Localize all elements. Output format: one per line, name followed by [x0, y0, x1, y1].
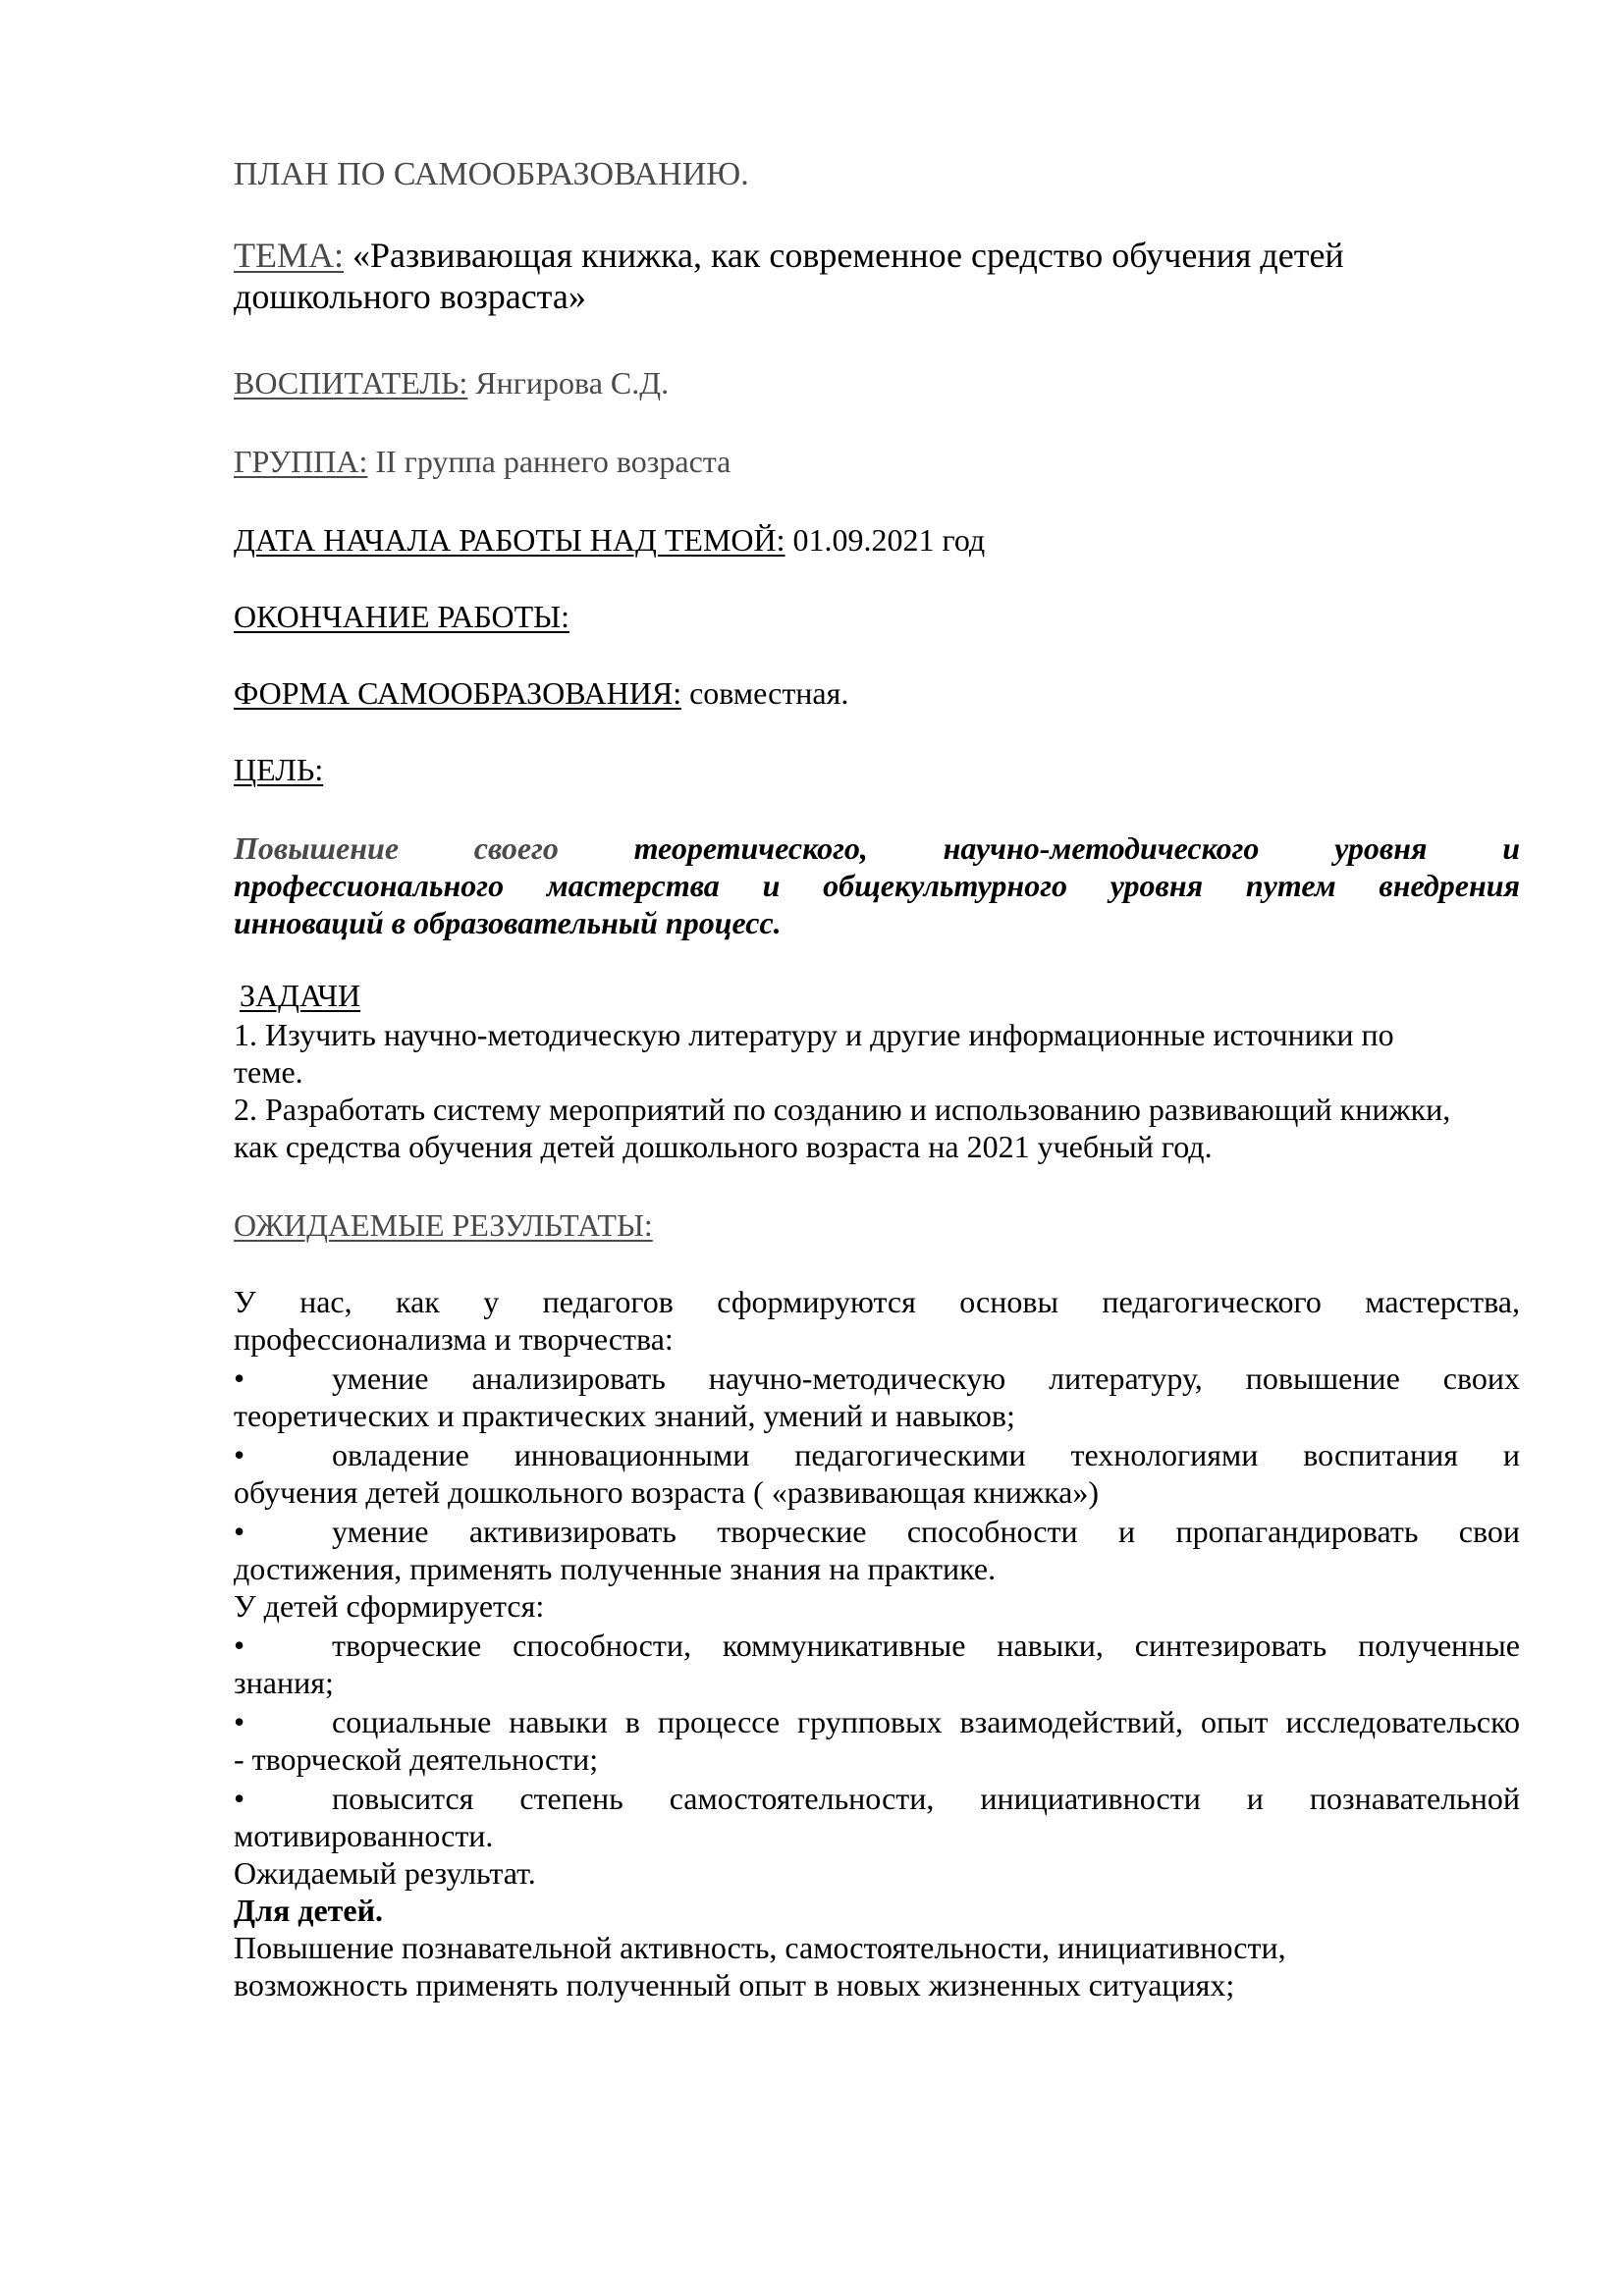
goal-label: ЦЕЛЬ: [234, 752, 324, 787]
bullet-text: умение анализировать научно-методическую литературу, повышение своих [332, 1361, 1520, 1396]
bullet-text: социальные навыки в процессе групповых взаимодействий, опыт исследовательско [332, 1704, 1520, 1739]
children-bullet-1-cont: знания; [234, 1665, 334, 1700]
bullet-icon: • [234, 1361, 245, 1396]
group-line [234, 442, 731, 481]
end-label: ОКОНЧАНИЕ РАБОТЫ: [234, 599, 569, 634]
bullet-icon: • [234, 1514, 245, 1549]
tasks-label: ЗАДАЧИ [240, 978, 361, 1013]
task-line-3: 2. Разработать систему мероприятий по созданию и использованию развивающий книжки, [234, 1092, 1451, 1127]
bullet-text: умение активизировать творческие способности и пропагандировать свои [332, 1514, 1520, 1549]
task-line-1: 1. Изучить научно-методическую литературу и другие информационные источники по [234, 1017, 1394, 1052]
children-bullet-2 [234, 1702, 1520, 1741]
final-line-1: Повышение познавательной активность, самостоятельности, инициативности, [234, 1930, 1286, 1965]
teacher-value: Янгирова С.Д. [467, 365, 670, 400]
topic-text-1: «Развивающая книжка, как современное средство обучения детей [352, 236, 1344, 275]
task-line-4: как средства обучения детей дошкольного возраста на 2021 учебный год. [234, 1129, 1213, 1164]
teacher-bullet-1 [234, 1359, 1520, 1398]
goal-text-1: теоретического, научно-методического уровня и [633, 830, 1520, 866]
expected-result: Ожидаемый результат. [234, 1855, 536, 1891]
form-line [234, 673, 848, 713]
topic-label: ТЕМА: [234, 236, 344, 275]
bullet-text: овладение инновационными педагогическими технологиями воспитания и [332, 1437, 1520, 1472]
document-title: ПЛАН ПО САМООБРАЗОВАНИЮ. [234, 156, 749, 192]
group-value: II группа раннего возраста [367, 444, 731, 479]
children-intro: У детей сформируется: [234, 1588, 545, 1624]
bullet-icon: • [234, 1437, 245, 1472]
bullet-icon: • [234, 1628, 245, 1663]
results-label: ОЖИДАЕМЫЕ РЕЗУЛЬТАТЫ: [234, 1207, 653, 1243]
teacher-line [234, 363, 669, 402]
topic-line-1 [234, 236, 1344, 275]
bullet-text: повысится степень самостоятельности, инициативности и познавательной [332, 1781, 1520, 1816]
form-value: совместная. [681, 675, 849, 711]
start-date-value: 01.09.2021 год [785, 522, 986, 558]
teachers-intro-2: профессионализма и творчества: [234, 1321, 674, 1357]
bullet-icon: • [234, 1781, 245, 1816]
goal-line-3: инноваций в образовательный процесс. [234, 905, 782, 940]
start-date-line [234, 520, 985, 560]
final-line-2: возможность применять полученный опыт в новых жизненных ситуациях; [234, 1967, 1235, 2002]
topic-text-2: дошкольного возраста» [234, 277, 586, 316]
teacher-bullet-2-cont: обучения детей дошкольного возраста ( «развивающая книжка») [234, 1474, 1099, 1510]
bullet-text: творческие способности, коммуникативные навыки, синтезировать полученные [332, 1628, 1520, 1663]
start-date-label: ДАТА НАЧАЛА РАБОТЫ НАД ТЕМОЙ: [234, 522, 785, 558]
for-children-heading: Для детей. [234, 1893, 384, 1928]
children-bullet-2-cont: - творческой деятельности; [234, 1741, 599, 1777]
teacher-bullet-2 [234, 1435, 1520, 1474]
children-bullet-3-cont: мотивированности. [234, 1818, 494, 1853]
form-label: ФОРМА САМООБРАЗОВАНИЯ: [234, 675, 682, 711]
group-label: ГРУППА: [234, 444, 368, 479]
goal-text-gray: Повышение своего [234, 830, 634, 866]
teacher-bullet-1-cont: теоретических и практических знаний, умений и навыков; [234, 1398, 1015, 1433]
bullet-icon: • [234, 1704, 245, 1739]
goal-line-2: профессионального мастерства и общекультурного уровня путем внедрения [234, 868, 1520, 903]
teacher-bullet-3 [234, 1512, 1520, 1551]
task-line-2: теме. [234, 1054, 303, 1090]
children-bullet-1 [234, 1626, 1520, 1665]
teacher-label: ВОСПИТАТЕЛЬ: [234, 365, 468, 400]
goal-line-1 [234, 828, 1520, 868]
teacher-bullet-3-cont: достижения, применять полученные знания на практике. [234, 1551, 997, 1586]
teachers-intro-1: У нас, как у педагогов сформируются основы педагогического мастерства, [234, 1284, 1520, 1319]
children-bullet-3 [234, 1779, 1520, 1818]
